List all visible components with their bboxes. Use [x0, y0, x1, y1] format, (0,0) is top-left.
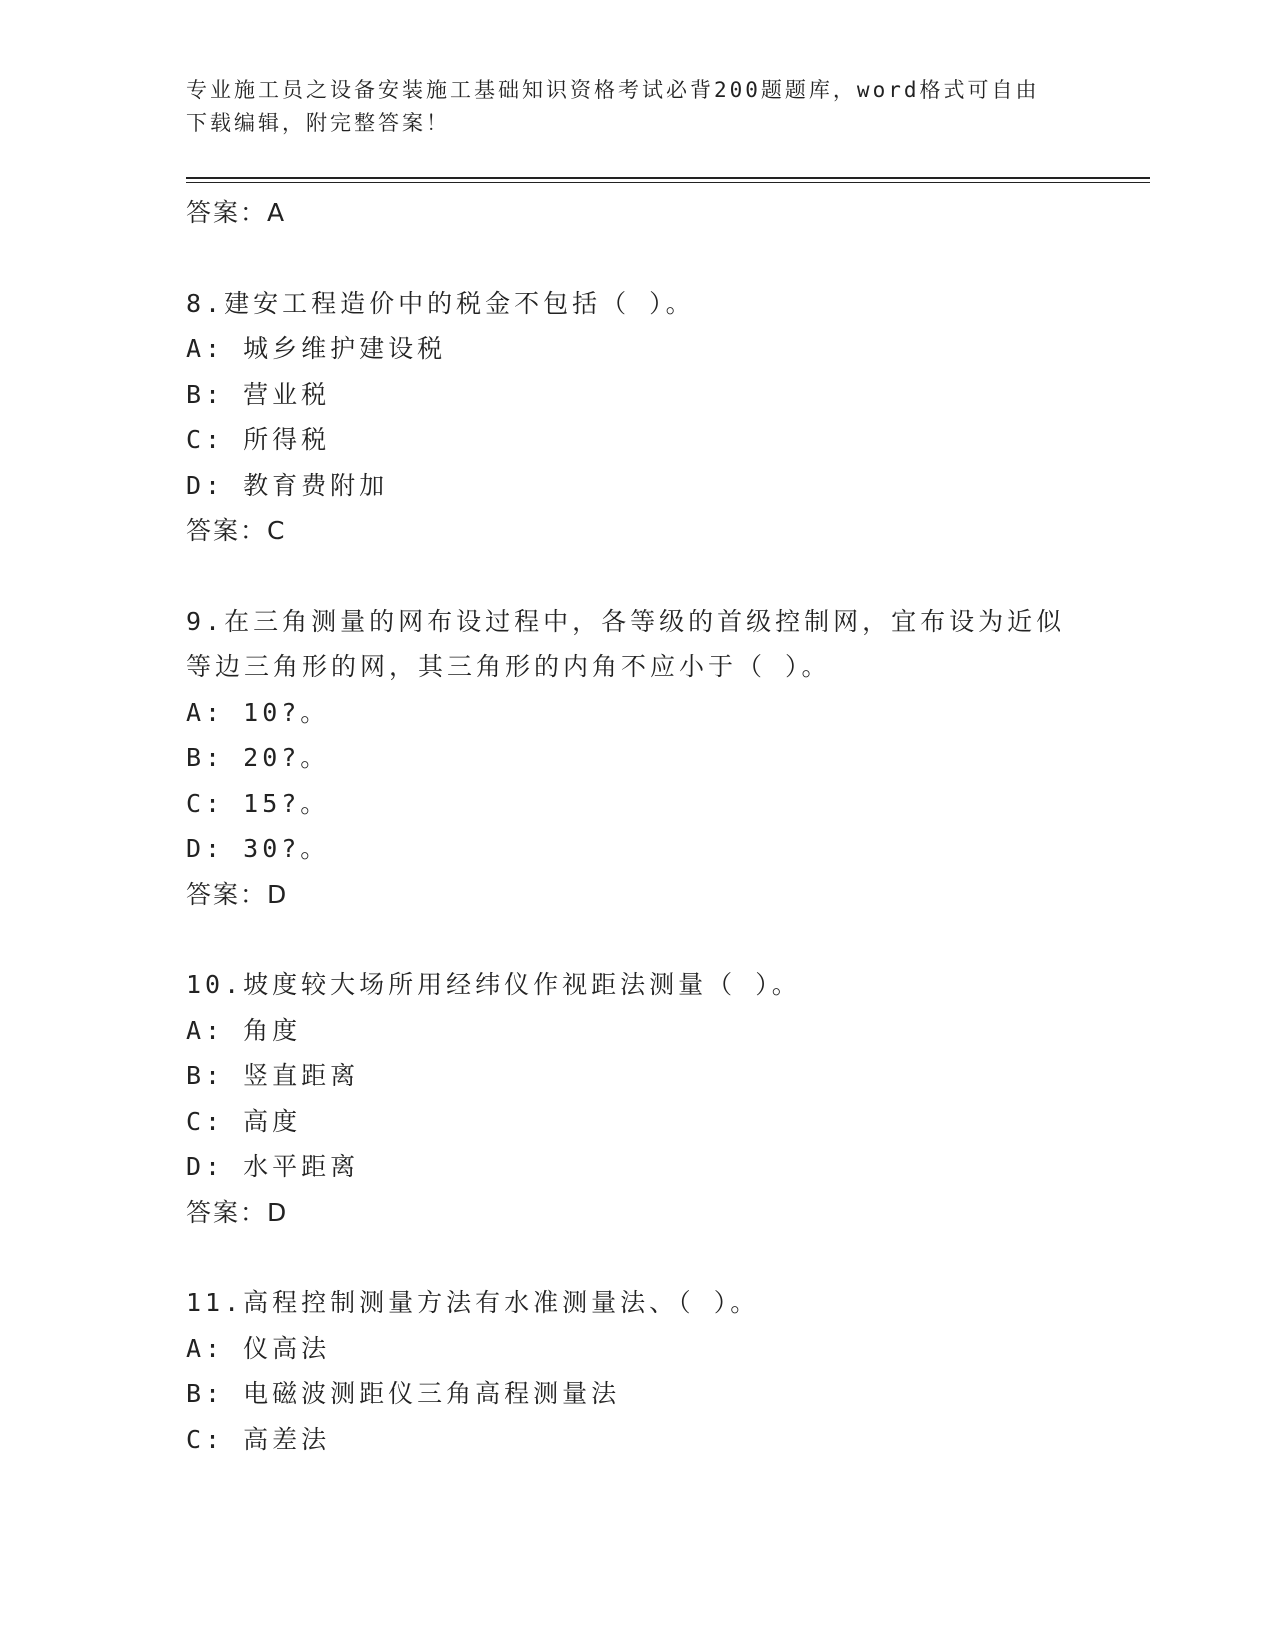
answer-line: 答案：D: [186, 1197, 289, 1227]
spacer: [186, 554, 1086, 599]
header-line-1: 专业施工员之设备安装施工基础知识资格考试必背200题题库，word格式可自由: [186, 78, 1040, 102]
option-a: A: 城乡维护建设税: [186, 334, 447, 363]
question-block: [186, 1280, 1086, 1462]
option-d: D: 教育费附加: [186, 470, 389, 500]
question-text: 9.在三角测量的网布设过程中，各等级的首级控制网，宜布设为近似: [186, 606, 1066, 636]
option-a: A: 角度: [186, 1015, 302, 1045]
question-block: [186, 599, 1086, 918]
answer-line: 答案：D: [186, 879, 289, 909]
option-c: C: 所得税: [186, 425, 331, 454]
spacer: [186, 236, 1086, 281]
option-a: A: 仪高法: [186, 1333, 331, 1363]
option-b: B: 竖直距离: [186, 1061, 360, 1090]
option-d: D: 30?。: [186, 834, 330, 863]
question-text-continued: 等边三角形的网，其三角形的内角不应小于（ ）。: [186, 652, 831, 681]
option-c: C: 15?。: [186, 788, 330, 818]
answer-line: 答案：C: [186, 516, 287, 545]
header-rule-thick: [186, 177, 1150, 179]
question-block: [186, 962, 1086, 1235]
option-b: B: 电磁波测距仪三角高程测量法: [186, 1379, 621, 1408]
option-c: C: 高差法: [186, 1424, 331, 1454]
document-body: [186, 190, 1086, 1462]
spacer: [186, 917, 1086, 962]
option-b: B: 20?。: [186, 743, 330, 772]
question-block: [186, 281, 1086, 554]
header-line-2: 下载编辑，附完整答案！: [186, 111, 450, 135]
option-d: D: 水平距离: [186, 1152, 360, 1181]
document-header: [186, 74, 1066, 140]
option-c: C: 高度: [186, 1106, 302, 1136]
answer-line: 答案：A: [186, 198, 287, 227]
question-text: 11.高程控制测量方法有水准测量法、（ ）。: [186, 1288, 760, 1317]
question-text: 8.建安工程造价中的税金不包括（ ）。: [186, 288, 695, 318]
option-a: A: 10?。: [186, 697, 330, 727]
spacer: [186, 1235, 1086, 1280]
question-text: 10.坡度较大场所用经纬仪作视距法测量（ ）。: [186, 970, 801, 999]
option-b: B: 营业税: [186, 379, 331, 409]
header-rule-thin: [186, 182, 1150, 183]
